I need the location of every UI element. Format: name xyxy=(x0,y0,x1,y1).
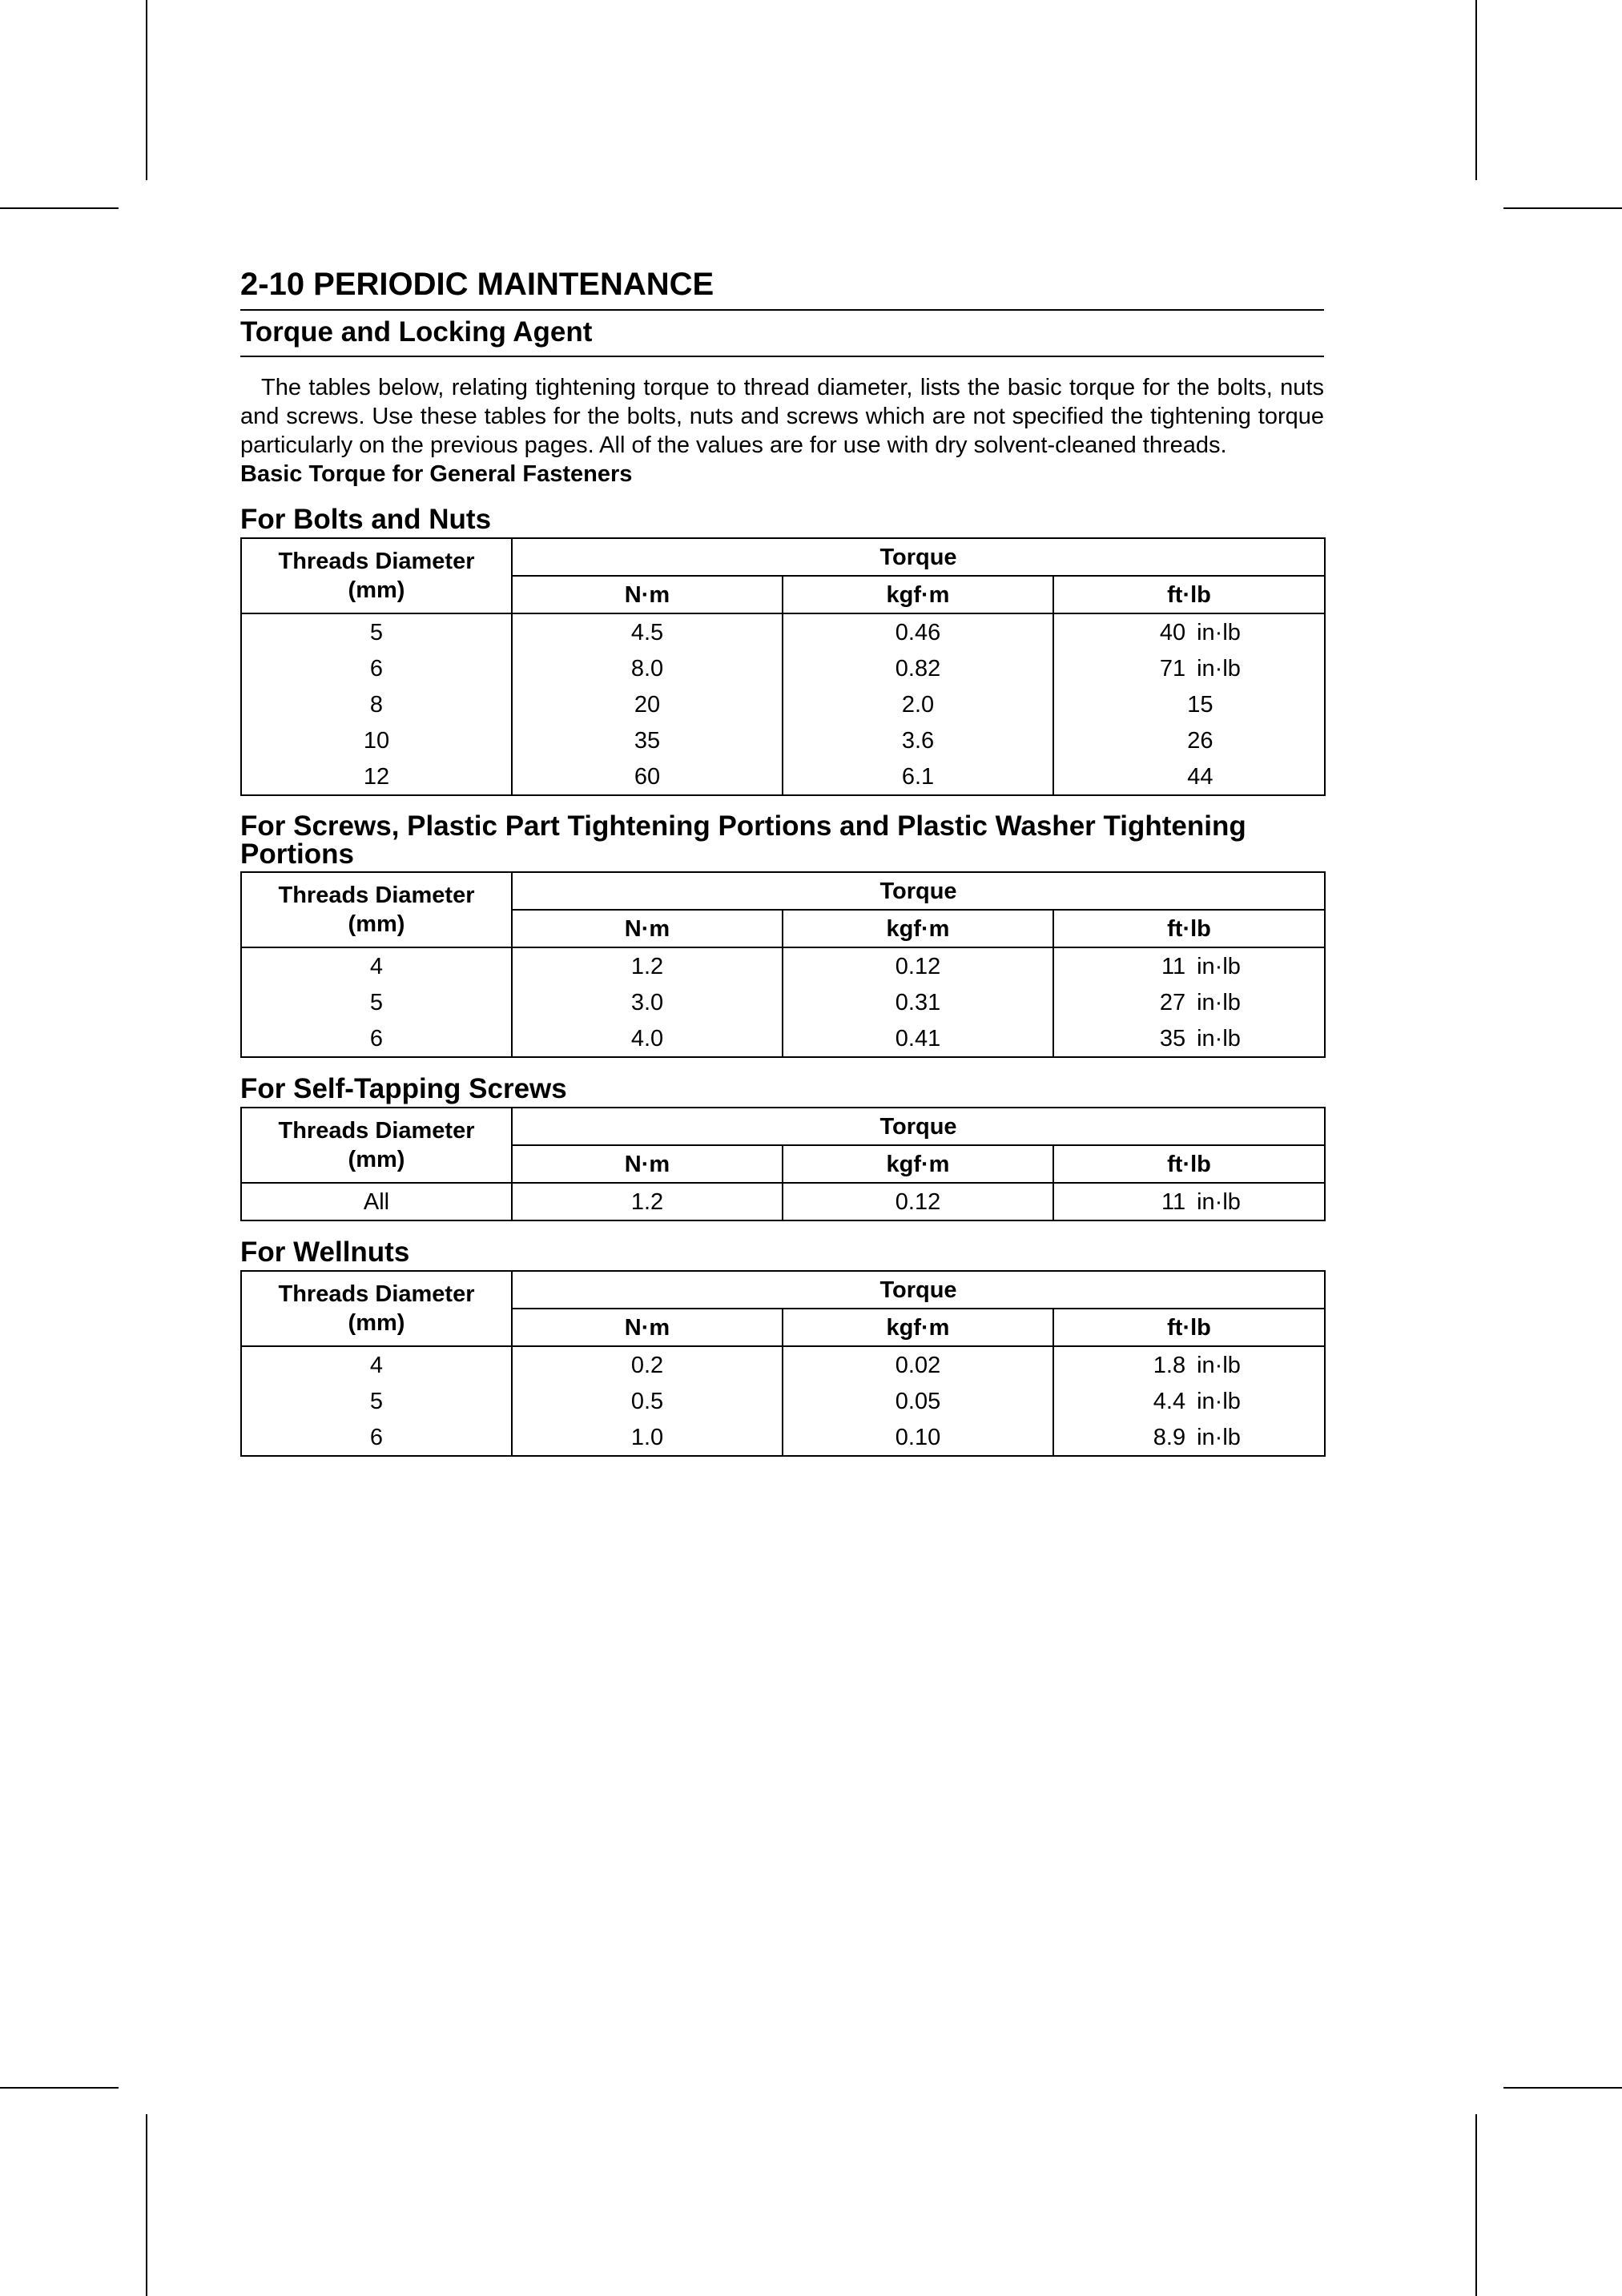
kgfm-cell: 0.10 xyxy=(783,1419,1053,1456)
ftlb-unit: in·lb xyxy=(1197,619,1241,645)
ftlb-cell xyxy=(1053,1383,1325,1419)
nm-header: N·m xyxy=(512,1309,783,1346)
intro-paragraph: The tables below, relating tightening torque to thread diameter, lists the basic torque for the bolts, nuts and screws. Use these tables for the bolts, nuts and screws which are not specified the tightening torque particularly on the previous pages. All of the values are for use with dry solvent-cleaned threads. xyxy=(240,375,1324,458)
ftlb-unit: in·lb xyxy=(1197,953,1241,979)
thread-diameter-cell: 8 xyxy=(241,686,512,722)
thread-diameter-cell: 6 xyxy=(241,1020,512,1057)
thread-diameter-cell: All xyxy=(241,1183,512,1220)
ftlb-number: 44 xyxy=(1187,763,1213,790)
nm-cell: 8.0 xyxy=(512,650,783,686)
thread-diameter-cell: 12 xyxy=(241,758,512,795)
ftlb-cell xyxy=(1053,722,1325,758)
ftlb-number: 40 xyxy=(1159,619,1186,645)
ftlb-cell xyxy=(1053,1183,1325,1220)
kgfm-cell: 0.82 xyxy=(783,650,1053,686)
ftlb-cell xyxy=(1053,686,1325,722)
torque-header: Torque xyxy=(512,872,1325,910)
threads-diameter-header xyxy=(241,1271,512,1346)
nm-header: N·m xyxy=(512,576,783,613)
crop-mark xyxy=(146,0,147,180)
torque-table xyxy=(240,1270,1326,1457)
table-row xyxy=(241,686,1325,722)
ftlb-unit: in·lb xyxy=(1197,1188,1241,1215)
ftlb-header: ft·lb xyxy=(1053,1145,1325,1183)
table-row xyxy=(241,722,1325,758)
ftlb-number: 1.8 xyxy=(1153,1352,1186,1378)
nm-header: N·m xyxy=(512,910,783,947)
crop-mark xyxy=(1475,0,1477,180)
thread-diameter-cell: 4 xyxy=(241,947,512,984)
threads-diameter-label: Threads Diameter xyxy=(278,549,475,574)
ftlb-cell xyxy=(1053,1346,1325,1383)
torque-table xyxy=(240,1107,1326,1221)
thread-diameter-cell: 6 xyxy=(241,650,512,686)
table-row xyxy=(241,1020,1325,1057)
kgfm-cell: 2.0 xyxy=(783,686,1053,722)
thread-diameter-cell: 4 xyxy=(241,1346,512,1383)
section-title: Torque and Locking Agent xyxy=(240,311,1324,357)
crop-mark xyxy=(1503,2087,1622,2089)
kgfm-header: kgf·m xyxy=(783,1145,1053,1183)
kgfm-header: kgf·m xyxy=(783,1309,1053,1346)
ftlb-header: ft·lb xyxy=(1053,576,1325,613)
threads-diameter-unit: (mm) xyxy=(348,911,405,937)
table-row xyxy=(241,650,1325,686)
ftlb-header: ft·lb xyxy=(1053,910,1325,947)
threads-diameter-unit: (mm) xyxy=(348,1310,405,1336)
crop-mark xyxy=(146,2114,147,2296)
ftlb-number: 11 xyxy=(1161,1188,1186,1215)
ftlb-number: 35 xyxy=(1159,1025,1186,1051)
ftlb-cell xyxy=(1053,1020,1325,1057)
threads-diameter-unit: (mm) xyxy=(348,1147,405,1172)
threads-diameter-header xyxy=(241,1108,512,1183)
kgfm-cell: 0.02 xyxy=(783,1346,1053,1383)
ftlb-value xyxy=(1137,651,1241,686)
ftlb-cell xyxy=(1053,1419,1325,1456)
thread-diameter-cell: 5 xyxy=(241,984,512,1020)
table-row xyxy=(241,758,1325,795)
torque-header: Torque xyxy=(512,1271,1325,1309)
ftlb-value xyxy=(1137,615,1241,650)
ftlb-unit: in·lb xyxy=(1197,1388,1241,1414)
crop-mark xyxy=(0,2087,119,2089)
torque-table xyxy=(240,537,1326,796)
ftlb-cell xyxy=(1053,650,1325,686)
threads-diameter-header xyxy=(241,538,512,613)
nm-cell: 0.2 xyxy=(512,1346,783,1383)
nm-cell: 4.5 xyxy=(512,613,783,650)
ftlb-cell xyxy=(1053,758,1325,795)
nm-cell: 1.2 xyxy=(512,1183,783,1220)
thread-diameter-cell: 5 xyxy=(241,613,512,650)
table-title: For Screws, Plastic Part Tightening Portions and Plastic Washer Tightening Portions xyxy=(240,810,1246,870)
table-title: For Wellnuts xyxy=(240,1236,410,1268)
caption: Basic Torque for General Fasteners xyxy=(240,461,633,487)
crop-mark xyxy=(1475,2114,1477,2296)
torque-header: Torque xyxy=(512,1108,1325,1145)
nm-header: N·m xyxy=(512,1145,783,1183)
ftlb-number: 71 xyxy=(1159,655,1186,682)
ftlb-cell xyxy=(1053,947,1325,984)
ftlb-number: 4.4 xyxy=(1153,1388,1186,1414)
document-page xyxy=(240,264,1324,1457)
nm-cell: 0.5 xyxy=(512,1383,783,1419)
section-header: 2-10 PERIODIC MAINTENANCE xyxy=(240,264,1324,311)
torque-header: Torque xyxy=(512,538,1325,576)
ftlb-unit: in·lb xyxy=(1197,989,1241,1015)
nm-cell: 60 xyxy=(512,758,783,795)
threads-diameter-label: Threads Diameter xyxy=(278,883,475,908)
kgfm-cell: 0.05 xyxy=(783,1383,1053,1419)
thread-diameter-cell: 5 xyxy=(241,1383,512,1419)
ftlb-number: 27 xyxy=(1159,989,1186,1015)
threads-diameter-unit: (mm) xyxy=(348,577,405,603)
table-row xyxy=(241,613,1325,650)
torque-table xyxy=(240,871,1326,1058)
ftlb-header: ft·lb xyxy=(1053,1309,1325,1346)
ftlb-number: 15 xyxy=(1187,691,1213,718)
table-row xyxy=(241,1183,1325,1220)
thread-diameter-cell: 6 xyxy=(241,1419,512,1456)
kgfm-header: kgf·m xyxy=(783,576,1053,613)
ftlb-value xyxy=(1137,1184,1241,1220)
crop-mark xyxy=(1503,207,1622,209)
kgfm-cell: 0.41 xyxy=(783,1020,1053,1057)
threads-diameter-header xyxy=(241,872,512,947)
ftlb-cell xyxy=(1053,613,1325,650)
ftlb-value xyxy=(1137,1420,1241,1455)
kgfm-cell: 0.12 xyxy=(783,947,1053,984)
kgfm-cell: 0.12 xyxy=(783,1183,1053,1220)
kgfm-header: kgf·m xyxy=(783,910,1053,947)
table-title: For Self-Tapping Screws xyxy=(240,1073,567,1104)
ftlb-value xyxy=(1165,687,1213,722)
nm-cell: 4.0 xyxy=(512,1020,783,1057)
table-row xyxy=(241,947,1325,984)
kgfm-cell: 6.1 xyxy=(783,758,1053,795)
threads-diameter-label: Threads Diameter xyxy=(278,1118,475,1144)
ftlb-value xyxy=(1165,723,1213,758)
nm-cell: 1.2 xyxy=(512,947,783,984)
ftlb-value xyxy=(1137,1348,1241,1383)
nm-cell: 1.0 xyxy=(512,1419,783,1456)
ftlb-cell xyxy=(1053,984,1325,1020)
ftlb-number: 8.9 xyxy=(1153,1424,1186,1450)
crop-mark xyxy=(0,207,119,209)
ftlb-value xyxy=(1137,985,1241,1020)
ftlb-number: 11 xyxy=(1161,953,1186,979)
nm-cell: 3.0 xyxy=(512,984,783,1020)
table-row xyxy=(241,1383,1325,1419)
table-row xyxy=(241,1419,1325,1456)
thread-diameter-cell: 10 xyxy=(241,722,512,758)
ftlb-value xyxy=(1137,1384,1241,1419)
torque-tables xyxy=(240,505,1324,1457)
kgfm-cell: 0.31 xyxy=(783,984,1053,1020)
table-title: For Bolts and Nuts xyxy=(240,504,492,535)
ftlb-value xyxy=(1137,949,1241,984)
ftlb-unit: in·lb xyxy=(1197,1025,1241,1051)
ftlb-number: 26 xyxy=(1187,727,1213,754)
table-row xyxy=(241,1346,1325,1383)
ftlb-unit: in·lb xyxy=(1197,1352,1241,1378)
nm-cell: 35 xyxy=(512,722,783,758)
nm-cell: 20 xyxy=(512,686,783,722)
ftlb-unit: in·lb xyxy=(1197,1424,1241,1450)
table-row xyxy=(241,984,1325,1020)
kgfm-cell: 3.6 xyxy=(783,722,1053,758)
ftlb-unit: in·lb xyxy=(1197,655,1241,682)
threads-diameter-label: Threads Diameter xyxy=(278,1281,475,1307)
kgfm-cell: 0.46 xyxy=(783,613,1053,650)
ftlb-value xyxy=(1165,759,1213,794)
ftlb-value xyxy=(1137,1021,1241,1056)
